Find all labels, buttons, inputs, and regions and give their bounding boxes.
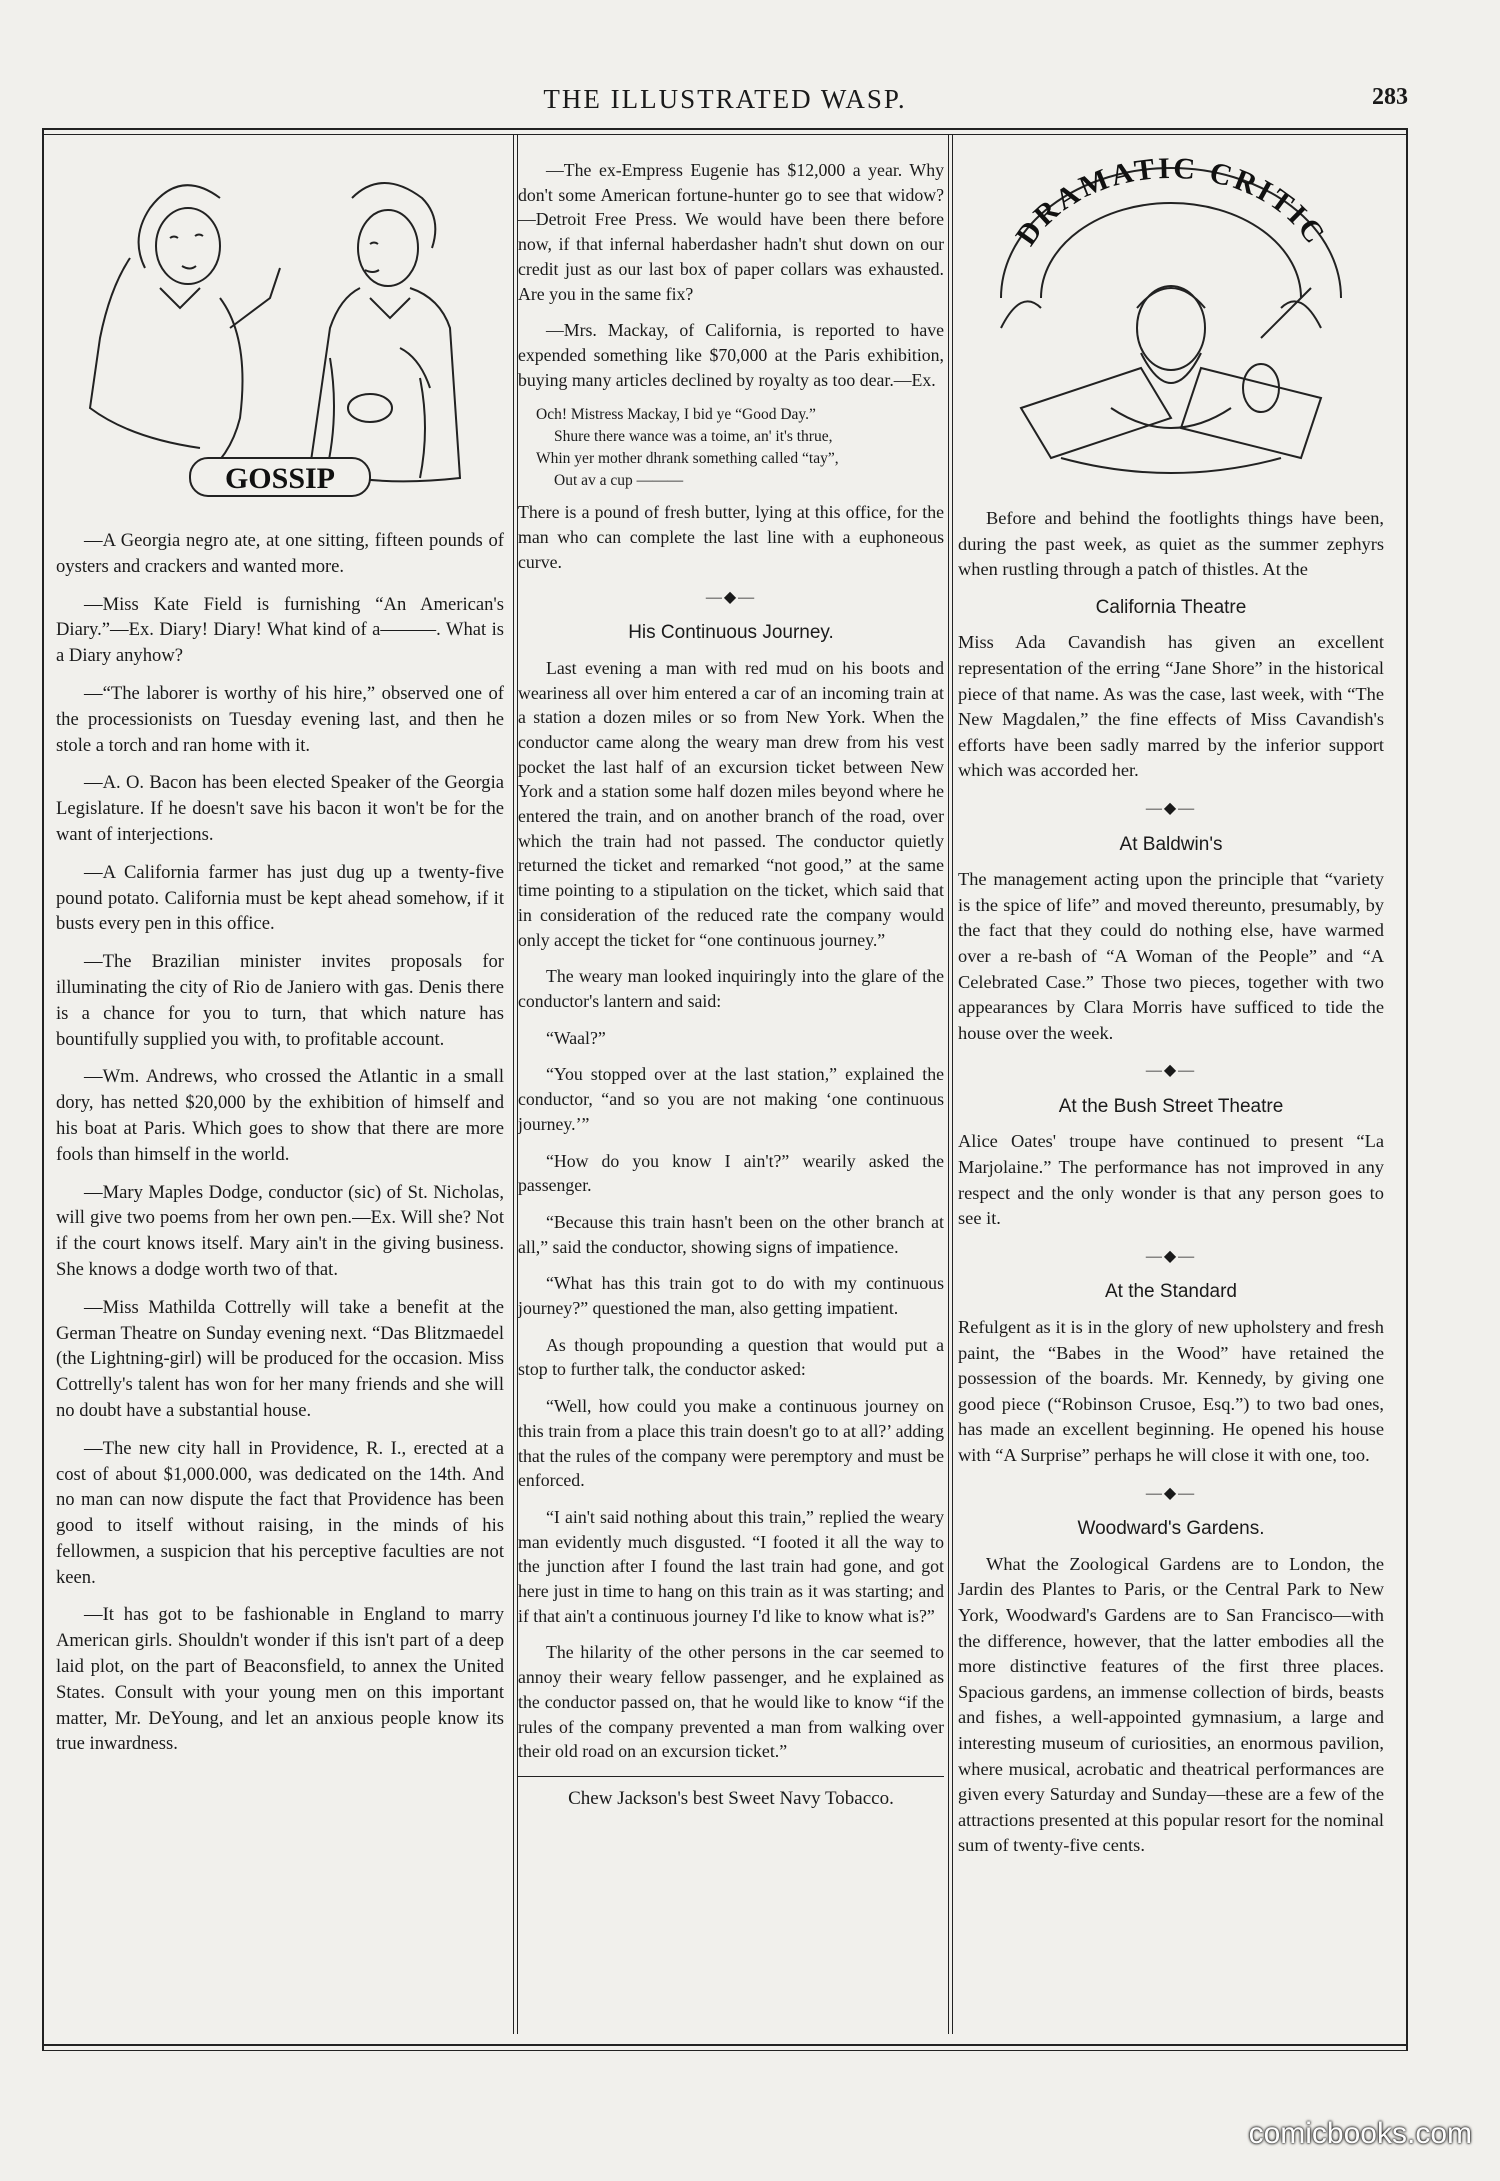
section-heading: At the Standard <box>1104 1281 1238 1303</box>
mask <box>1243 364 1279 412</box>
section-divider: —◆— <box>1145 799 1197 817</box>
paragraph: There is a pound of fresh butter, lying at this office, for the man who can complete the last line with a euphoneous curve. <box>518 502 944 572</box>
paragraph: —Mrs. Mackay, of California, is reported to have expended something like $70,000 at the Paris exhibition, buying many articles declined by royalty as too dear.—Ex. <box>518 320 944 390</box>
paragraph: What the Zoological Gardens are to London, the Jardin des Plantes to Paris, or the Central Park to New York, Woodward's Gardens are to San Francisco—with the difference, however, that the latter embodies all the more distinctive features of the first three places. Spacious gardens, an immense collection of birds, beasts and fishes, a well-appointed gymnasium, a large and interesting museum of curiosities, an enormous pavilion, where musical, acrobatic and theatrical performances are given every Saturday and Sunday—these are a few of the attractions presented at this popular resort for the nominal sum of twenty-five cents. <box>958 1553 1384 1856</box>
gossip-illustration <box>70 158 490 510</box>
paragraph: —The new city hall in Providence, R. I., erected at a cost of about $1,000.000, was dedicated on the 14th. And no man can now dispute the fact that Providence has been good to itself without raising, in the minds of his fellowmen, a suspicion that his perceptive faculties are not keen. <box>56 1437 504 1588</box>
section-divider: —◆— <box>1145 1247 1197 1265</box>
gossip-drawing <box>70 158 490 510</box>
paragraph: Before and behind the footlights things have been, during the past week, as quiet as the summer zephyrs when rustling through a patch of thistles. At the <box>958 508 1384 580</box>
column-rule-1 <box>513 134 514 2034</box>
top-rule-inner <box>42 134 1408 135</box>
page-number: 283 <box>1372 84 1408 110</box>
bottom-rule <box>42 2044 1408 2046</box>
paragraph: Refulgent as it is in the glory of new upholstery and fresh paint, the “Babes in the Wood” have retained the possession of the boards. Mr. Kennedy, by giving one good piece (“Robinson Crusoe, Esq.”) to two bad ones, has made an excellent beginning. He opened his house with “A Surprise” perhaps he will close it with one, too. <box>958 1317 1384 1465</box>
column-rule-2 <box>948 134 949 2034</box>
section-heading: At the Bush Street Theatre <box>1058 1095 1284 1117</box>
paragraph: Miss Ada Cavandish has given an excellent representation of the erring “Jane Shore” in the historical piece of that name. As was the case, last week, with “The New Magdalen,” the fine effects of Miss Cavandish's efforts have been sadly marred by the inferior support which was accorded her. <box>958 632 1384 781</box>
bottom-rule-inner <box>42 2050 1408 2051</box>
paragraph: —“The laborer is worthy of his hire,” observed one of the processionists on Tuesday evening last, and then he stole a torch and ran home with it. <box>56 682 504 756</box>
section-heading: California Theatre <box>1095 596 1247 618</box>
poem-line: Out av a cup ——— <box>554 472 684 490</box>
right-muff <box>348 394 392 422</box>
left-bonnet <box>139 185 220 268</box>
poem-line: Shure there wance was a toime, an' it's thrue, <box>554 428 833 446</box>
right-frame-rule <box>1406 128 1408 2050</box>
critic-beard <box>1141 353 1201 383</box>
paragraph: “Well, how could you make a continuous journey on this train from a place this train doesn't go to at all?’ adding that the rules of the company were peremptory and must be enforced. <box>518 1396 944 1491</box>
paragraph: “Because this train hasn't been on the other branch at all,” said the conductor, showing signs of impatience. <box>518 1211 944 1257</box>
stacked-papers <box>1181 368 1321 458</box>
paragraph: —Miss Kate Field is furnishing “An American's Diary.”—Ex. Diary! Diary! What kind of a———. What is a Diary anyhow? <box>56 593 504 667</box>
running-head <box>42 80 1408 120</box>
paragraph: “Waal?” <box>546 1027 606 1048</box>
column-1 <box>56 158 504 1769</box>
footer-advertisement: Chew Jackson's best Sweet Navy Tobacco. <box>568 1787 894 1809</box>
story-title: His Continuous Journey. <box>628 622 834 644</box>
paragraph: —A. O. Bacon has been elected Speaker of the Georgia Legislature. If he doesn't save his bacon it won't be for the want of interjections. <box>56 772 504 845</box>
poem-line: Whin yer mother dhrank something called “tay”, <box>536 450 839 468</box>
section-heading: Woodward's Gardens. <box>1077 1518 1265 1540</box>
paragraph: “What has this train got to do with my continuous journey?” questioned the man, also getting impatient. <box>518 1273 944 1319</box>
dramatic-critic-label: DRAMATIC CRITIC <box>1009 158 1333 252</box>
dramatic-critic-drawing <box>961 158 1381 488</box>
paragraph: “How do you know I ain't?” wearily asked the passenger. <box>518 1150 944 1196</box>
column-3 <box>958 158 1384 1871</box>
svg-text:DRAMATIC CRITIC <box>1009 158 1332 252</box>
poem-line: Och! Mistress Mackay, I bid ye “Good Day.” <box>536 406 816 424</box>
paragraph: —Mary Maples Dodge, conductor (sic) of St. Nicholas, will give two poems from her own pen.—Ex. Will she? Not if the court knows itself. Mary ain't in the giving business. She knows a dodge worth two of that. <box>56 1181 504 1280</box>
paragraph: —It has got to be fashionable in England to marry American girls. Shouldn't wonder if this isn't part of a deep laid plot, on the part of Beaconsfield, to annex the United States. Consult with your young men on this important matter, Mr. DeYoung, and let an anxious people know its true inwardness. <box>56 1604 504 1755</box>
column-2 <box>518 158 944 1812</box>
paragraph: “I ain't said nothing about this train,” replied the weary man evidently much disgusted. “I footed it all the way to the junction after I found the last train had gone, and got here just in time to hang on this train as it was starting; and if that ain't a continuous journey I'd like to know what is?” <box>518 1506 944 1626</box>
paragraph: —A California farmer has just dug up a twenty-five pound potato. California must be kept ahead somehow, if it busts every pen in this office. <box>56 861 504 935</box>
paragraph: Alice Oates' troupe have continued to present “La Marjolaine.” The performance has not improved in any respect and the only wonder is that any person goes to see it. <box>958 1131 1384 1229</box>
top-rule <box>42 128 1408 130</box>
page-title: THE ILLUSTRATED WASP. <box>543 84 907 114</box>
left-pointing-hand <box>230 268 280 328</box>
poem <box>536 404 944 492</box>
paragraph: As though propounding a question that would put a stop to further talk, the conductor asked: <box>518 1334 944 1380</box>
gossip-label: GOSSIP <box>224 462 336 495</box>
paragraph: The weary man looked inquiringly into the glare of the conductor's lantern and said: <box>518 966 944 1011</box>
open-book <box>1021 368 1171 458</box>
watermark: comicbooks.com <box>1248 2117 1472 2150</box>
section-divider: —◆— <box>705 589 757 607</box>
paragraph: —The ex-Empress Eugenie has $12,000 a year. Why don't some American fortune-hunter go to see that widow?—Detroit Free Press. We would have been there before now, if that infernal haberdasher hadn't shut down on our credit just as our last box of paper collars was exhausted. Are you in the same fix? <box>518 160 944 304</box>
dramatic-critic-illustration <box>961 158 1381 488</box>
paragraph: “You stopped over at the last station,” explained the conductor, “and so you are not making ‘one continuous journey.’” <box>518 1064 944 1134</box>
column-rule-2b <box>952 134 953 2034</box>
section-heading: At Baldwin's <box>1119 833 1223 855</box>
section-divider: —◆— <box>1145 1062 1197 1080</box>
paragraph: —Wm. Andrews, who crossed the Atlantic in a small dory, has netted $20,000 by the exhibition of himself and his boat at Paris. Which goes to show that there are more fools than himself in the world. <box>56 1066 504 1165</box>
quill-pen <box>1261 288 1311 338</box>
paragraph: Last evening a man with red mud on his boots and weariness all over him entered a car of an incoming train at a station a dozen miles or so from New York. When the conductor came along the weary man drew from his vest pocket the last half of an excursion ticket between New York and a station some half dozen miles beyond where he entered the train, and on another branch of the road, over which the train had not passed. The conductor quietly returned the ticket and remarked “not good,” at the same time pointing to a stipulation on the ticket, which said that in consideration of the reduced rate the company would only accept the ticket for “one continuous journey.” <box>518 657 944 950</box>
paragraph: —Miss Mathilda Cottrelly will take a benefit at the German Theatre on Sunday evening next. “Das Blitzmaedel (the Lightning-girl) will be produced for the occasion. Miss Cottrelly's talent has won for her many friends and she will no doubt have a substantial house. <box>56 1296 504 1421</box>
paragraph: The hilarity of the other persons in the car seemed to annoy their weary fellow passenger, and he explained as the conductor passed on, that he would like to know “if the rules of the company prevented a man from walking over their old road on an excursion ticket.” <box>518 1642 944 1762</box>
paragraph: —The Brazilian minister invites proposals for illuminating the city of Rio de Janiero with gas. Denis there is a chance for you to turn, that which nature has bountifully supplied you with, to profitable account. <box>56 951 504 1050</box>
ad-rule <box>518 1776 944 1777</box>
left-frame-rule <box>42 128 44 2050</box>
section-divider: —◆— <box>1145 1484 1197 1502</box>
right-hat <box>352 183 435 248</box>
paragraph: —A Georgia negro ate, at one sitting, fifteen pounds of oysters and crackers and wanted more. <box>56 530 504 577</box>
paragraph: The management acting upon the principle that “variety is the spice of life” and moved thereunto, presumably, by the fact that they could do nothing else, have warmed over a re-bash of “A Woman of the People” and “A Celebrated Case.” Those two pieces, together with two appearances by Clara Morris have sufficed to tide the house over the week. <box>958 869 1384 1043</box>
